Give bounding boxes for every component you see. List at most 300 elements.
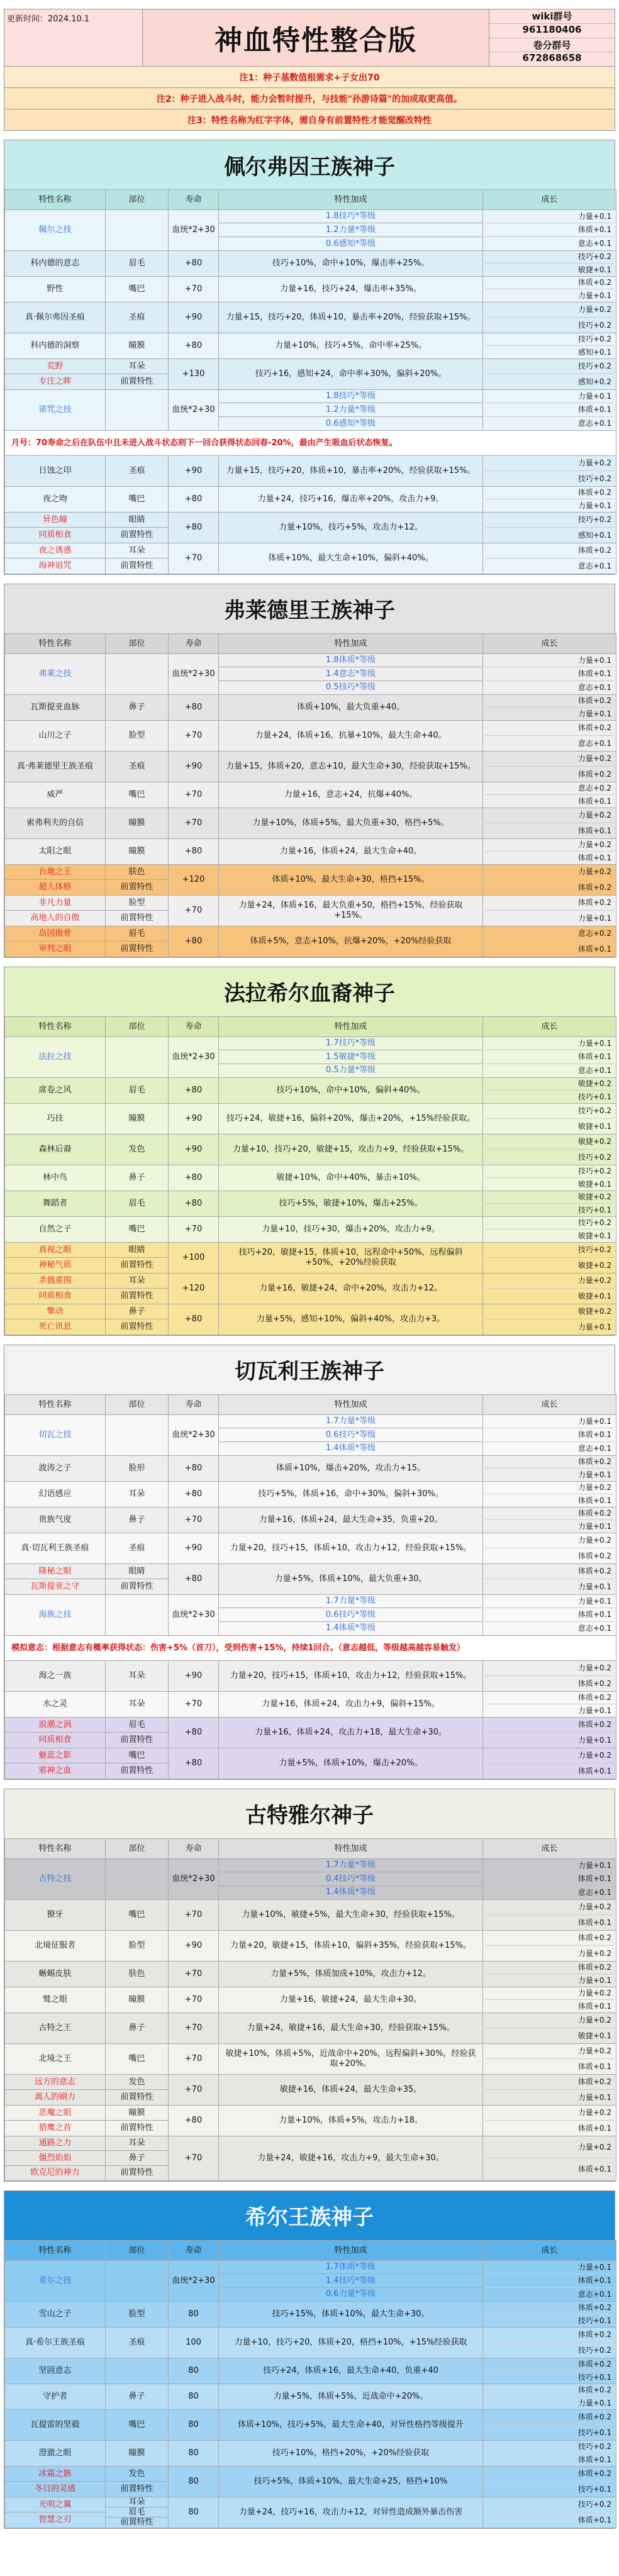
trait-growth: 力量+0.2 体质+0.1 bbox=[483, 838, 616, 864]
trait-life: +70 bbox=[169, 1507, 219, 1533]
trait-bonus: 力量+15，技巧+20，体质+10，暴击率+20%，经验获取+15%。 bbox=[219, 302, 483, 333]
trait-bonus: 力量+10%，技巧+5%，命中率+25%。 bbox=[219, 333, 483, 358]
trait-growth: 技巧+0.2 敏捷+0.1 bbox=[483, 1165, 616, 1191]
column-header-life: 寿命 bbox=[169, 1394, 219, 1414]
trait-bonus: 敏捷+10%，体质+5%，近战命中+20%，远程偏斜+30%，经验获取+20%。 bbox=[219, 2043, 483, 2074]
trait-growth: 体质+0.2 力量+0.1 bbox=[483, 486, 616, 512]
trait-bonus: 1.7力量*等级 0.6技巧*等级 1.4体质*等级 bbox=[219, 1414, 483, 1455]
table-row bbox=[5, 389, 616, 430]
section-6 bbox=[4, 2190, 615, 2529]
trait-part: 眉毛 bbox=[106, 1191, 169, 1216]
trait-bonus: 力量+10%，敏捷+5%，最大生命+30，经验获取+15%。 bbox=[219, 1899, 483, 1930]
column-header-name: 特性名称 bbox=[5, 1838, 106, 1858]
trait-growth: 力量+0.2 体质+0.2 bbox=[483, 864, 616, 895]
trait-bonus: 力量+10，技巧+20，敏捷+15，攻击力+9，经验获取+15%。 bbox=[219, 1134, 483, 1165]
trait-name: 舞蹈者 bbox=[5, 1191, 106, 1216]
trait-name: 山川之子 bbox=[5, 720, 106, 751]
trait-life: 80 bbox=[169, 2440, 219, 2466]
trait-growth: 力量+0.2 体质+0.1 bbox=[483, 2136, 616, 2180]
trait-bonus: 技巧+24，敏捷+16，偏斜+20%，爆击+20%，+15%经验获取。 bbox=[219, 1103, 483, 1134]
trait-growth: 力量+0.1 体质+0.1 意志+0.1 bbox=[483, 1036, 616, 1077]
page-title: 神血特性整合版 bbox=[143, 9, 489, 66]
trait-bonus: 力量+24，敏捷+16，最大生命+30，经验获取+15%。 bbox=[219, 2012, 483, 2043]
section-title: 佩尔弗因王族神子 bbox=[4, 140, 615, 189]
table-row bbox=[5, 1481, 616, 1507]
trait-growth: 技巧+0.2 体质+0.1 bbox=[483, 2497, 616, 2528]
trait-bonus: 力量+5%，体质+5%，近战命中+20%。 bbox=[219, 2384, 483, 2409]
trait-table bbox=[4, 189, 616, 574]
trait-life: 血统*2+30 bbox=[169, 653, 219, 694]
column-header-bonus: 特性加成 bbox=[219, 1394, 483, 1414]
table-row bbox=[5, 782, 616, 808]
trait-part: 圣痕 bbox=[106, 2327, 169, 2358]
table-row bbox=[5, 1273, 616, 1304]
trait-part: 鼻子 bbox=[106, 1507, 169, 1533]
trait-part: 耳朵 前置特性 bbox=[106, 358, 169, 389]
table-row bbox=[5, 1717, 616, 1748]
trait-life: +80 bbox=[169, 1481, 219, 1507]
trait-part: 脸形 bbox=[106, 1455, 169, 1481]
trait-growth: 力量+0.2 体质+0.1 bbox=[483, 808, 616, 838]
trait-part: 发色 前置特性 bbox=[106, 2466, 169, 2497]
trait-life: +80 bbox=[169, 2105, 219, 2136]
trait-name: 荒野 专注之眸 bbox=[5, 358, 106, 389]
column-header-name: 特性名称 bbox=[5, 633, 106, 653]
trait-bonus: 技巧+16，感知+24，命中率+30%，偏斜+20%。 bbox=[219, 358, 483, 389]
trait-name: 坚固意志 bbox=[5, 2358, 106, 2384]
table-row bbox=[5, 455, 616, 486]
trait-life: +80 bbox=[169, 838, 219, 864]
trait-part: 嘴巴 bbox=[106, 2409, 169, 2440]
trait-part: 眼睛 前置特性 bbox=[106, 1242, 169, 1273]
trait-bonus: 力量+10%，体质+5%，攻击力+18。 bbox=[219, 2105, 483, 2136]
trait-part: 瞳膜 bbox=[106, 838, 169, 864]
trait-growth: 力量+0.1 体质+0.1 意志+0.1 bbox=[483, 2260, 616, 2301]
trait-growth: 敏捷+0.2 技巧+0.1 bbox=[483, 1077, 616, 1103]
table-row bbox=[5, 543, 616, 574]
trait-life: +120 bbox=[169, 864, 219, 895]
trait-growth: 技巧+0.2 感知+0.1 bbox=[483, 333, 616, 358]
table-row bbox=[5, 2384, 616, 2409]
trait-bonus: 敏捷+10%，命中+40%，暴击+10%。 bbox=[219, 1165, 483, 1191]
table-row bbox=[5, 653, 616, 694]
table-row bbox=[5, 1961, 616, 1987]
trait-life: +80 bbox=[169, 1304, 219, 1335]
section-title: 法拉希尔血裔神子 bbox=[4, 967, 615, 1016]
trait-growth: 技巧+0.2 敏捷+0.1 bbox=[483, 250, 616, 276]
trait-part: 肤色 bbox=[106, 1961, 169, 1987]
trait-life: +70 bbox=[169, 1987, 219, 2012]
table-row bbox=[5, 1216, 616, 1242]
trait-bonus: 技巧+5%，敏捷+10%，爆击+25%。 bbox=[219, 1191, 483, 1216]
trait-name: 太阳之眼 bbox=[5, 838, 106, 864]
trait-bonus: 1.7体质*等级 1.4技巧*等级 0.6力量*等级 bbox=[219, 2260, 483, 2301]
column-header-growth: 成长 bbox=[483, 1394, 616, 1414]
section-warning: 模拟意志：根据意志有概率获得状态：伤害+5%（首刀），受到伤害+15%，持续1回合。（意志越低，等级越高越容易触发） bbox=[5, 1635, 616, 1660]
trait-growth: 力量+0.2 敏捷+0.1 bbox=[483, 2012, 616, 2043]
trait-part: 瞳膜 前置特性 bbox=[106, 2105, 169, 2136]
column-header-name: 特性名称 bbox=[5, 1016, 106, 1036]
trait-name: 自然之子 bbox=[5, 1216, 106, 1242]
trait-growth: 力量+0.1 体质+0.1 意志+0.1 bbox=[483, 210, 616, 251]
column-header-growth: 成长 bbox=[483, 1016, 616, 1036]
trait-life: +70 bbox=[169, 782, 219, 808]
trait-name: 北境征服者 bbox=[5, 1930, 106, 1961]
table-row bbox=[5, 808, 616, 838]
trait-bonus: 体质+10%，技巧+5%，最大生命+40，对异性格挡等级提升 bbox=[219, 2409, 483, 2440]
trait-name: 林中鸟 bbox=[5, 1165, 106, 1191]
trait-name: 森林后裔 bbox=[5, 1134, 106, 1165]
column-header-name: 特性名称 bbox=[5, 190, 106, 210]
trait-part: 耳朵 眉毛 前置特性 bbox=[106, 2497, 169, 2528]
section-4 bbox=[4, 1345, 615, 1780]
trait-name: 光明之翼 智慧之刃 bbox=[5, 2497, 106, 2528]
trait-life: +80 bbox=[169, 250, 219, 276]
trait-table bbox=[4, 2240, 616, 2528]
trait-name: 隆秘之眼 瓦斯提亚之守 bbox=[5, 1563, 106, 1594]
column-header-name: 特性名称 bbox=[5, 1394, 106, 1414]
trait-growth: 体质+0.2 力量+0.2 bbox=[483, 1930, 616, 1961]
trait-bonus: 体质+10%，最大生命+10%，偏斜+40%。 bbox=[219, 543, 483, 574]
trait-growth: 技巧+0.2 敏捷+0.1 bbox=[483, 1103, 616, 1134]
trait-growth: 力量+0.1 体质+0.1 意志+0.1 bbox=[483, 1594, 616, 1635]
trait-bonus: 力量+16，体质+24，最大生命+35，负重+20。 bbox=[219, 1507, 483, 1533]
trait-part: 鼻子 bbox=[106, 1165, 169, 1191]
trait-part: 耳朵 前置特性 bbox=[106, 543, 169, 574]
table-row bbox=[5, 1563, 616, 1594]
trait-name: 索弗利夫的自信 bbox=[5, 808, 106, 838]
trait-part: 鼻子 bbox=[106, 2012, 169, 2043]
trait-part: 脸型 bbox=[106, 1930, 169, 1961]
trait-name: 波涛之子 bbox=[5, 1455, 106, 1481]
trait-life: +70 bbox=[169, 1961, 219, 1987]
section-5 bbox=[4, 1789, 615, 2182]
trait-growth: 体质+0.2 力量+0.1 bbox=[483, 1961, 616, 1987]
trait-name: 巧技 bbox=[5, 1103, 106, 1134]
wiki-group-number: 961180406 bbox=[489, 24, 615, 38]
trait-growth: 体质+0.2 力量+0.1 bbox=[483, 1717, 616, 1748]
table-row bbox=[5, 751, 616, 782]
trait-growth: 力量+0.2 体质+0.1 bbox=[483, 2043, 616, 2074]
table-header bbox=[5, 1016, 616, 1036]
trait-growth: 力量+0.2 体质+0.2 bbox=[483, 1533, 616, 1563]
empty-part-cell bbox=[106, 2260, 169, 2301]
trait-part: 圣痕 bbox=[106, 751, 169, 782]
trait-bonus: 体质+10%，爆击+20%，攻击力+15。 bbox=[219, 1455, 483, 1481]
trait-part: 眉毛 bbox=[106, 250, 169, 276]
trait-part: 嘴巴 bbox=[106, 1216, 169, 1242]
trait-growth: 力量+0.2 体质+0.1 bbox=[483, 1748, 616, 1779]
section-1 bbox=[4, 140, 615, 575]
column-header-life: 寿命 bbox=[169, 633, 219, 653]
trait-part: 嘴巴 bbox=[106, 276, 169, 302]
table-row bbox=[5, 1191, 616, 1216]
table-row bbox=[5, 486, 616, 512]
trait-bonus: 力量+15，技巧+20，体质+10，暴击率+20%，经验获取+15%。 bbox=[219, 455, 483, 486]
trait-growth: 力量+0.2 技巧+0.2 bbox=[483, 302, 616, 333]
trait-life: +80 bbox=[169, 1563, 219, 1594]
trait-bonus: 力量+16，体质+24，攻击力+9，偏斜+15%。 bbox=[219, 1691, 483, 1717]
table-row bbox=[5, 1691, 616, 1717]
trait-table bbox=[4, 1016, 616, 1335]
trait-part: 眉毛 bbox=[106, 1077, 169, 1103]
table-row bbox=[5, 276, 616, 302]
table-row bbox=[5, 512, 616, 543]
trait-growth: 力量+0.2 技巧+0.2 bbox=[483, 455, 616, 486]
table-row bbox=[5, 720, 616, 751]
trait-name: 真·弗莱德里王族圣痕 bbox=[5, 751, 106, 782]
trait-bonus: 技巧+15%，体质+10%，最大生命+30。 bbox=[219, 2301, 483, 2327]
trait-name: 切瓦之技 bbox=[5, 1414, 106, 1455]
trait-growth: 力量+0.2 体质+0.2 bbox=[483, 751, 616, 782]
table-row bbox=[5, 2136, 616, 2180]
trait-bonus: 体质+5%，意志+10%，抗爆+20%，+20%经验获取 bbox=[219, 926, 483, 957]
section-title: 希尔王族神子 bbox=[4, 2191, 615, 2240]
column-header-part: 部位 bbox=[106, 190, 169, 210]
trait-life: +90 bbox=[169, 1103, 219, 1134]
empty-part-cell bbox=[106, 1036, 169, 1077]
trait-name: 非凡力量 高地人的自傲 bbox=[5, 895, 106, 926]
trait-growth: 力量+0.1 体质+0.1 意志+0.1 bbox=[483, 389, 616, 430]
trait-growth: 技巧+0.2 感知+0.1 bbox=[483, 512, 616, 543]
column-header-bonus: 特性加成 bbox=[219, 1838, 483, 1858]
note-1: 注1：种子基数值根需求+子女出70 bbox=[4, 67, 615, 88]
trait-bonus: 力量+20，技巧+15，体质+10，攻击力+12，经验获取+15%。 bbox=[219, 1533, 483, 1563]
trait-life: 100 bbox=[169, 2327, 219, 2358]
table-row bbox=[5, 2301, 616, 2327]
trait-name: 古特之技 bbox=[5, 1858, 106, 1899]
trait-name: 杀戮重围 同质相食 bbox=[5, 1273, 106, 1304]
table-row bbox=[5, 2466, 616, 2497]
table-row bbox=[5, 1899, 616, 1930]
trait-growth: 体质+0.2 技巧+0.1 bbox=[483, 2409, 616, 2440]
note-2: 注2：种子进入战斗时，能力会暂时提升，与技能"孙游诗篇"的加成取更高值。 bbox=[4, 88, 615, 109]
trait-bonus: 力量+16，敏捷+24，命中+20%，攻击力+12。 bbox=[219, 1273, 483, 1304]
section-title: 切瓦利王族神子 bbox=[4, 1345, 615, 1394]
trait-life: 血统*2+30 bbox=[169, 1036, 219, 1077]
trait-bonus: 1.8技巧*等级 1.2力量*等级 0.6感知*等级 bbox=[219, 210, 483, 251]
empty-part-cell bbox=[106, 653, 169, 694]
trait-bonus: 技巧+10%，格挡+20%，+20%经验获取 bbox=[219, 2440, 483, 2466]
trait-name: 瓦斯提亚血脉 bbox=[5, 694, 106, 720]
trait-part: 瞳膜 bbox=[106, 808, 169, 838]
trait-part: 耳朵 bbox=[106, 1660, 169, 1691]
trait-bonus: 1.8技巧*等级 1.2力量*等级 0.6感知*等级 bbox=[219, 389, 483, 430]
trait-bonus: 敏捷+16，体质+24，最大生命+35。 bbox=[219, 2074, 483, 2105]
trait-growth: 力量+0.2 体质+0.2 bbox=[483, 1660, 616, 1691]
table-row bbox=[5, 1455, 616, 1481]
trait-growth: 敏捷+0.2 技巧+0.1 bbox=[483, 1191, 616, 1216]
trait-name: 威严 bbox=[5, 782, 106, 808]
trait-part: 肤色 前置特性 bbox=[106, 864, 169, 895]
trait-life: +80 bbox=[169, 1455, 219, 1481]
trait-life: +70 bbox=[169, 2074, 219, 2105]
trait-bonus: 技巧+5%，体质+10%，最大生命+25，格挡+10% bbox=[219, 2466, 483, 2497]
trait-life: +90 bbox=[169, 455, 219, 486]
trait-part: 脸型 前置特性 bbox=[106, 895, 169, 926]
trait-growth: 力量+0.1 体质+0.1 意志+0.1 bbox=[483, 1858, 616, 1899]
trait-name: 北境之王 bbox=[5, 2043, 106, 2074]
table-row bbox=[5, 1930, 616, 1961]
empty-part-cell bbox=[106, 210, 169, 251]
trait-life: +90 bbox=[169, 1660, 219, 1691]
column-header-part: 部位 bbox=[106, 633, 169, 653]
trait-bonus: 技巧+5%，体质+16，命中+30%，偏斜+30%。 bbox=[219, 1481, 483, 1507]
table-row bbox=[5, 1748, 616, 1779]
trait-table bbox=[4, 1394, 616, 1779]
trait-part: 圣痕 bbox=[106, 455, 169, 486]
trait-growth: 体质+0.2 技巧+0.1 bbox=[483, 2358, 616, 2384]
trait-life: 80 bbox=[169, 2466, 219, 2497]
trait-part: 瞳膜 bbox=[106, 1103, 169, 1134]
header bbox=[4, 9, 615, 67]
trait-bonus: 力量+24，敏捷+16，攻击力+9，最大生命+30。 bbox=[219, 2136, 483, 2180]
trait-bonus: 力量+15，体质+20，意志+10，最大生命+30，经验获取+15%。 bbox=[219, 751, 483, 782]
table-row bbox=[5, 2105, 616, 2136]
trait-name: 幻语感应 bbox=[5, 1481, 106, 1507]
table-row bbox=[5, 1242, 616, 1273]
column-header-life: 寿命 bbox=[169, 2240, 219, 2260]
trait-name: 弗莱之技 bbox=[5, 653, 106, 694]
trait-part: 鼻子 前置特性 bbox=[106, 1304, 169, 1335]
trait-growth: 技巧+0.2 敏捷+0.2 bbox=[483, 1242, 616, 1273]
trait-bonus: 体质+10%，最大负重+40。 bbox=[219, 694, 483, 720]
trait-life: 血统*2+30 bbox=[169, 1414, 219, 1455]
trait-life: +80 bbox=[169, 1077, 219, 1103]
trait-name: 佩尔之技 bbox=[5, 210, 106, 251]
trait-name: 贵族气度 bbox=[5, 1507, 106, 1533]
sections bbox=[4, 140, 615, 2529]
trait-bonus: 技巧+10%，命中+10%，爆击率+25%。 bbox=[219, 250, 483, 276]
trait-bonus: 力量+10%，技巧+5%，攻击力+12。 bbox=[219, 512, 483, 543]
trait-bonus: 技巧+10%，命中+10%，偏斜+40%。 bbox=[219, 1077, 483, 1103]
trait-bonus: 1.8体质*等级 1.4意志*等级 0.5技巧*等级 bbox=[219, 653, 483, 694]
table-row bbox=[5, 358, 616, 389]
trait-part: 耳朵 bbox=[106, 1691, 169, 1717]
trait-life: 80 bbox=[169, 2409, 219, 2440]
section-warning-row bbox=[5, 430, 616, 455]
trait-bonus: 技巧+24，体质+16，最大生命+40，负重+40 bbox=[219, 2358, 483, 2384]
trait-name: 古特之王 bbox=[5, 2012, 106, 2043]
trait-life: 80 bbox=[169, 2384, 219, 2409]
trait-life: +80 bbox=[169, 694, 219, 720]
trait-growth: 技巧+0.2 体质+0.1 bbox=[483, 2440, 616, 2466]
trait-part: 眼睛 前置特性 bbox=[106, 512, 169, 543]
trait-part: 眼睛 前置特性 bbox=[106, 1563, 169, 1594]
section-3 bbox=[4, 967, 615, 1336]
trait-part: 脸型 bbox=[106, 720, 169, 751]
table-header bbox=[5, 1394, 616, 1414]
trait-part: 耳朵 bbox=[106, 1481, 169, 1507]
trait-life: 血统*2+30 bbox=[169, 1594, 219, 1635]
trait-part: 耳朵 鼻子 前置特性 bbox=[106, 2136, 169, 2180]
trait-part: 耳朵 前置特性 bbox=[106, 1273, 169, 1304]
table-row bbox=[5, 2358, 616, 2384]
table-header bbox=[5, 633, 616, 653]
column-header-life: 寿命 bbox=[169, 1016, 219, 1036]
trait-growth: 体质+0.2 力量+0.1 bbox=[483, 1691, 616, 1717]
trait-growth: 敏捷+0.2 力量+0.1 bbox=[483, 1304, 616, 1335]
trait-life: 血统*2+30 bbox=[169, 1858, 219, 1899]
trait-name: 日蚀之印 bbox=[5, 455, 106, 486]
trait-bonus: 力量+24，技巧+16，攻击力+12，对异性造成额外暴击伤害 bbox=[219, 2497, 483, 2528]
section-warning: 月号：70寿命之后在队伍中且未进入战斗状态则下一回合获得状态回春-20%，最由产生吸血后状态恢复。 bbox=[5, 430, 616, 455]
trait-name: 擎动 死亡讯息 bbox=[5, 1304, 106, 1335]
table-row bbox=[5, 1103, 616, 1134]
trait-part bbox=[106, 2358, 169, 2384]
table-row bbox=[5, 250, 616, 276]
section-title: 弗莱德里王族神子 bbox=[4, 584, 615, 633]
trait-growth: 力量+0.2 体质+0.1 bbox=[483, 1481, 616, 1507]
table-row bbox=[5, 2043, 616, 2074]
trait-bonus: 力量+16，意志+24，抗爆+40%。 bbox=[219, 782, 483, 808]
trait-growth: 敏捷+0.2 技巧+0.2 bbox=[483, 1134, 616, 1165]
trait-bonus: 力量+16，体质+24，最大生命+40。 bbox=[219, 838, 483, 864]
note-3: 注3：特性名称为红字字体，需自身有前置特性才能觉醒改特性 bbox=[4, 109, 615, 131]
trait-life: +80 bbox=[169, 512, 219, 543]
column-header-growth: 成长 bbox=[483, 633, 616, 653]
column-header-life: 寿命 bbox=[169, 1838, 219, 1858]
group-info bbox=[489, 9, 615, 66]
trait-growth: 体质+0.2 意志+0.1 bbox=[483, 720, 616, 751]
trait-name: 恶魔之眼 猎鹰之首 bbox=[5, 2105, 106, 2136]
trait-bonus: 1.7力量*等级 0.6技巧*等级 1.4体质*等级 bbox=[219, 1594, 483, 1635]
trait-bonus: 体质+10%，最大生命+30，格挡+15%。 bbox=[219, 864, 483, 895]
trait-growth: 体质+0.2 力量+0.1 bbox=[483, 2074, 616, 2105]
table-row bbox=[5, 1036, 616, 1077]
trait-name: 通路之力 僵烈焰焰 欧克尼的神力 bbox=[5, 2136, 106, 2180]
trait-part: 嘴巴 bbox=[106, 486, 169, 512]
trait-part: 鼻子 bbox=[106, 694, 169, 720]
trait-name: 希尔之技 bbox=[5, 2260, 106, 2301]
table-row bbox=[5, 2327, 616, 2358]
trait-name: 魅蓝之影 邪神之血 bbox=[5, 1748, 106, 1779]
trait-name: 瓦提雷的坚毅 bbox=[5, 2409, 106, 2440]
trait-life: +70 bbox=[169, 895, 219, 926]
update-time: 更新时间：2024.10.1 bbox=[4, 9, 143, 66]
trait-name: 真·希尔王族圣痕 bbox=[5, 2327, 106, 2358]
trait-part: 发色 bbox=[106, 1134, 169, 1165]
trait-name: 冰霜之骸 冬日的灵感 bbox=[5, 2466, 106, 2497]
trait-part: 瞳膜 bbox=[106, 1987, 169, 2012]
trait-life: +80 bbox=[169, 1191, 219, 1216]
trait-bonus: 力量+20，敏捷+15，体质+10，偏斜+35%，经验获取+15%。 bbox=[219, 1930, 483, 1961]
trait-bonus: 力量+24，体质+16，最大负重+50，格挡+15%，经验获取+15%。 bbox=[219, 895, 483, 926]
trait-bonus: 力量+10%，体质+5%，最大负重+30，格挡+5%。 bbox=[219, 808, 483, 838]
trait-name: 海之一族 bbox=[5, 1660, 106, 1691]
table-row bbox=[5, 1660, 616, 1691]
trait-life: +90 bbox=[169, 751, 219, 782]
trait-name: 科内德的洞察 bbox=[5, 333, 106, 358]
trait-life: +70 bbox=[169, 808, 219, 838]
trait-bonus: 力量+5%，体质+10%，最大负重+30。 bbox=[219, 1563, 483, 1594]
column-header-life: 寿命 bbox=[169, 190, 219, 210]
trait-name: 野性 bbox=[5, 276, 106, 302]
trait-name: 科内德的意志 bbox=[5, 250, 106, 276]
trait-growth: 体质+0.2 技巧+0.2 bbox=[483, 2327, 616, 2358]
column-header-part: 部位 bbox=[106, 1016, 169, 1036]
table-row bbox=[5, 2012, 616, 2043]
table-row bbox=[5, 1858, 616, 1899]
trait-bonus: 1.7力量*等级 0.4技巧*等级 1.4体质*等级 bbox=[219, 1858, 483, 1899]
section-title: 古特雅尔神子 bbox=[4, 1789, 615, 1838]
trait-life: +70 bbox=[169, 1216, 219, 1242]
trait-bonus: 力量+16，敏捷+24，最大生命+30。 bbox=[219, 1987, 483, 2012]
column-header-name: 特性名称 bbox=[5, 2240, 106, 2260]
trait-life: +70 bbox=[169, 1691, 219, 1717]
trait-name: 水之灵 bbox=[5, 1691, 106, 1717]
trait-life: +70 bbox=[169, 2043, 219, 2074]
